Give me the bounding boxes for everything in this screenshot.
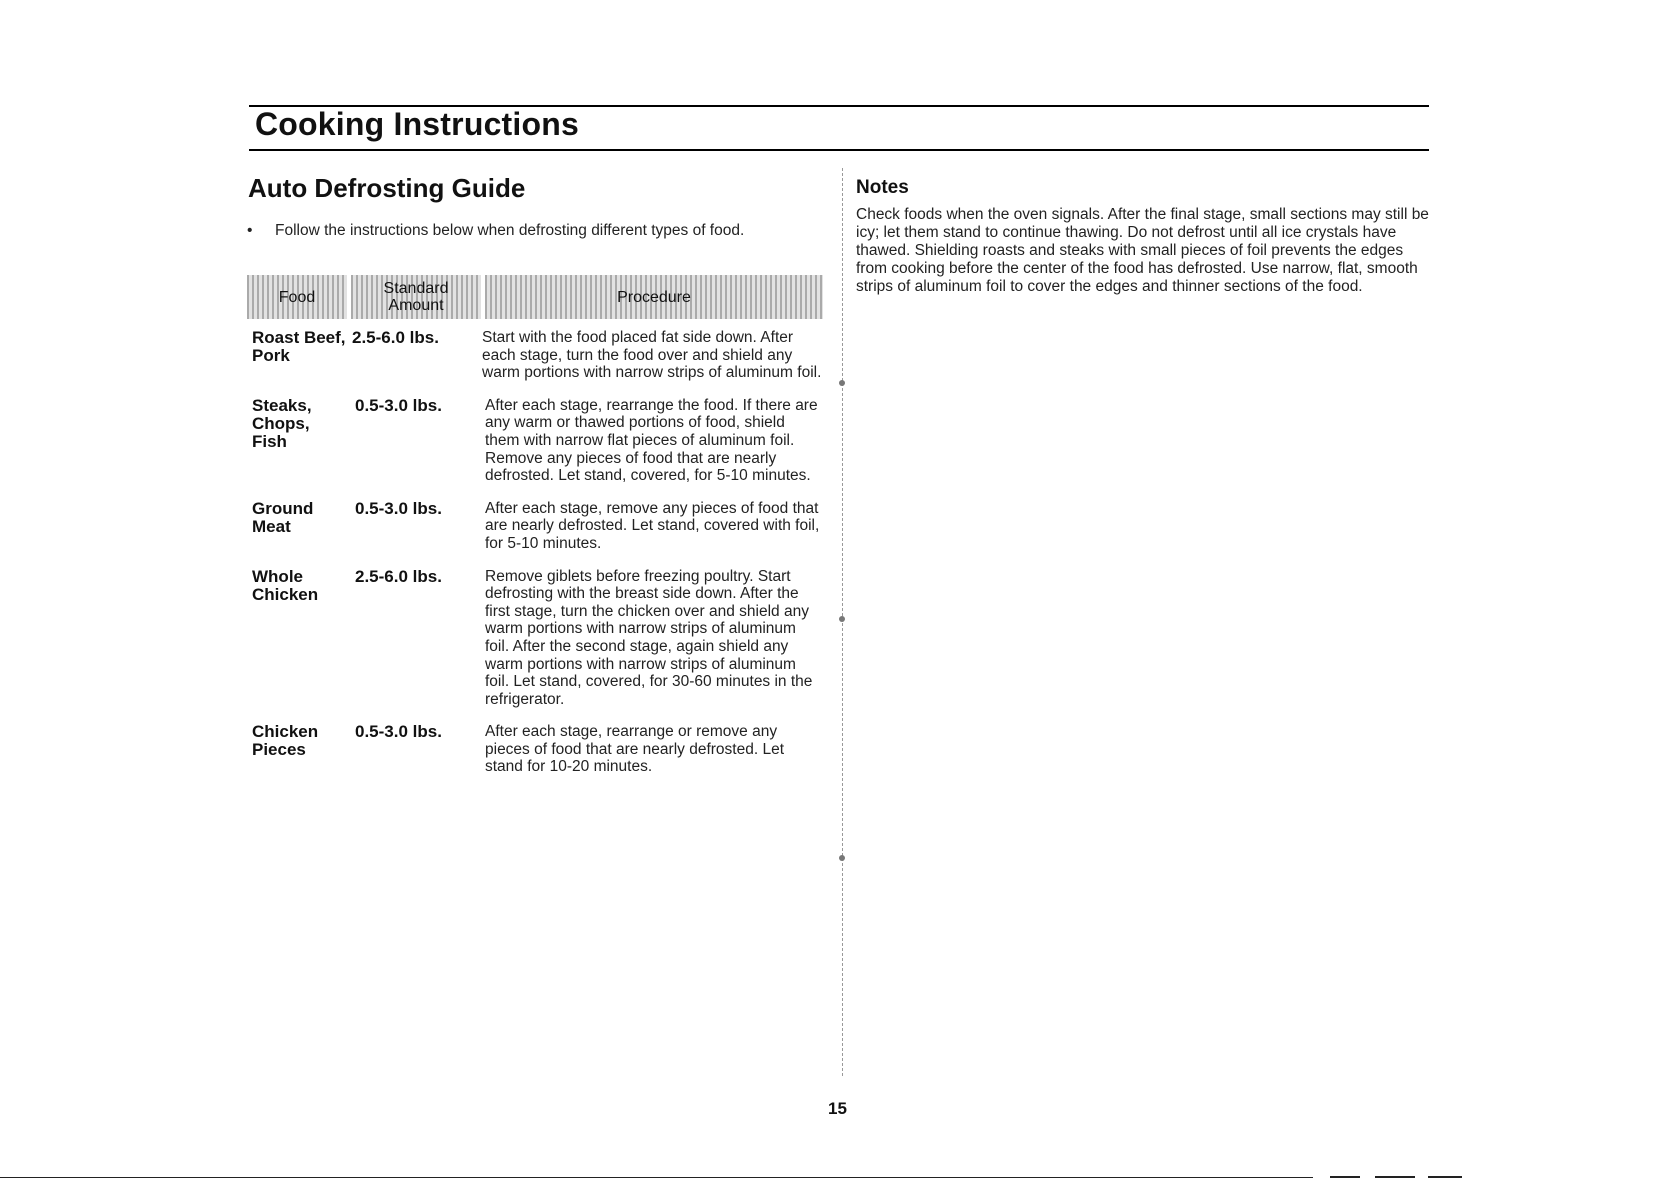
column-header-food: Food (247, 275, 347, 319)
amount-cell: 0.5-3.0 lbs. (355, 395, 442, 415)
food-cell: Roast Beef, Pork (252, 328, 346, 365)
procedure-cell: After each stage, rearrange or remove any pieces of food that are nearly defrosted. Let stand for 10-20 minutes. (485, 723, 784, 776)
footer-mark (1428, 1176, 1462, 1178)
food-cell: Ground Meat (252, 498, 314, 536)
binding-hole-icon (839, 380, 845, 386)
column-header-amount (351, 275, 481, 319)
column-header-amount-label: Standard Amount (383, 280, 449, 314)
header-bottom-rule (249, 149, 1429, 151)
binding-hole-icon (839, 616, 845, 622)
food-cell: Whole Chicken (252, 566, 319, 604)
page-number: 15 (828, 1099, 847, 1118)
notes-title: Notes (856, 177, 909, 198)
footer-rule (0, 1177, 1313, 1178)
intro-text (247, 222, 744, 240)
procedure-cell: Remove giblets before freezing poultry. Start defrosting with the breast side down. After the first stage, turn the chicken over and shield any warm portions with narrow strips of aluminum foil. After the second stage, again shield any warm portions with narrow strips of aluminum foil. Let stand, covered, for 30-60 minutes in the refrigerator. (485, 567, 813, 708)
binding-hole-icon (839, 855, 845, 861)
food-cell: Chicken Pieces (252, 722, 319, 760)
page-title: Cooking Instructions (255, 106, 579, 142)
bullet-icon: • (247, 222, 253, 239)
footer-mark (1330, 1176, 1360, 1178)
table-row (252, 723, 822, 776)
table-row (252, 329, 822, 382)
section-title: Auto Defrosting Guide (248, 173, 526, 203)
column-divider (842, 168, 843, 1078)
amount-cell: 2.5-6.0 lbs. (355, 566, 442, 586)
column-header-procedure: Procedure (485, 275, 823, 319)
procedure-cell: Start with the food placed fat side down. After each stage, turn the food over and shield any warm portions with narrow strips of aluminum foil. (482, 329, 822, 382)
table-row (252, 397, 822, 485)
table-header (247, 275, 823, 319)
amount-cell: 2.5-6.0 lbs. (352, 328, 439, 347)
procedure-cell: After each stage, rearrange the food. If there are any warm or thawed portions of food, shield them with narrow flat pieces of aluminum foil. Remove any pieces of food that are nearly defrosted. Let stand, covered, for 5-10 minutes. (485, 396, 818, 485)
notes-body: Check foods when the oven signals. After the final stage, small sections may still be icy; let them stand to continue thawing. Do not defrost until all ice crystals have thawed. Shielding roasts and steaks with small pieces of foil prevents the edges from cooking before the center of the food has defrosted. Use narrow, flat, smooth strips of aluminum foil to cover the edges and thinner sections of the food. (856, 206, 1429, 295)
procedure-cell: After each stage, remove any pieces of food that are nearly defrosted. Let stand, covered with foil, for 5-10 minutes. (485, 499, 820, 552)
intro-label: Follow the instructions below when defrosting different types of food. (275, 222, 745, 239)
footer-mark (1375, 1176, 1415, 1178)
table-row (252, 500, 822, 553)
table-row (252, 568, 822, 709)
amount-cell: 0.5-3.0 lbs. (355, 722, 442, 742)
amount-cell: 0.5-3.0 lbs. (355, 498, 442, 518)
food-cell: Steaks, Chops, Fish (252, 395, 312, 451)
defrost-table (252, 329, 822, 791)
